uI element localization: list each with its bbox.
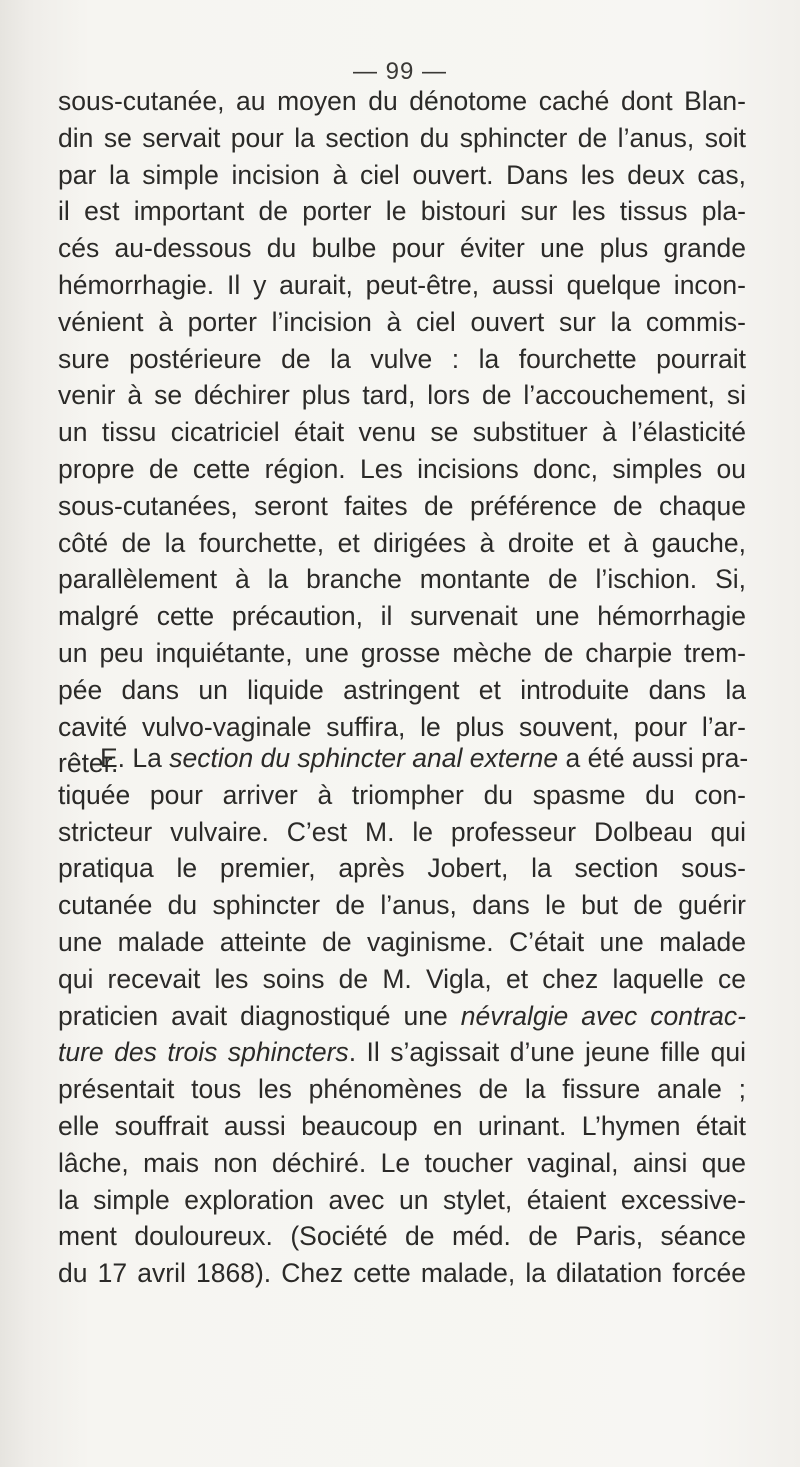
text-line: sure postérieure de la vulve : la fourchette pourrait: [58, 343, 746, 374]
text-line: il est important de porter le bistouri sur les tissus pla-: [58, 196, 746, 227]
italic-phrase: névralgie avec contrac-: [460, 1000, 746, 1031]
text-line: la simple exploration avec un stylet, étaient excessive-: [58, 1184, 746, 1215]
text-line: elle souffrait aussi beaucoup en urinant. L’hymen était: [58, 1110, 746, 1141]
text-line: parallèlement à la branche montante de l’ischion. Si,: [58, 564, 746, 595]
text-line: pratiqua le premier, après Jobert, la section sous-: [58, 853, 746, 884]
text-line: pée dans un liquide astringent et introduite dans la: [58, 674, 746, 705]
text-line: cutanée du sphincter de l’anus, dans le but de guérir: [58, 890, 746, 921]
text-line: un tissu cicatriciel était venu se substituer à l’élasticité: [58, 417, 746, 448]
text-line: du 17 avril 1868). Chez cette malade, la dilatation forcée: [58, 1258, 746, 1289]
text-line: [58, 740, 749, 777]
text-line: qui recevait les soins de M. Vigla, et chez laquelle ce: [58, 963, 746, 994]
text-line: un peu inquiétante, une grosse mèche de charpie trem-: [58, 637, 746, 668]
text-line: venir à se déchirer plus tard, lors de l’accouchement, si: [58, 380, 746, 411]
text-line: cés au-dessous du bulbe pour éviter une plus grande: [58, 233, 746, 264]
text-line: côté de la fourchette, et dirigées à droite et à gauche,: [58, 527, 746, 558]
italic-phrase: ture des trois sphincters: [58, 1037, 349, 1068]
text-line: [58, 1034, 746, 1071]
text-line: tiquée pour arriver à triompher du spasme du con-: [58, 779, 746, 810]
text-line: hémorrhagie. Il y aurait, peut-être, aussi quelque incon-: [58, 269, 746, 300]
text-run: E. La: [100, 743, 170, 773]
text-line: propre de cette région. Les incisions donc, simples ou: [58, 453, 746, 484]
text-line: [58, 998, 746, 1035]
text-line: présentait tous les phénomènes de la fissure anale ;: [58, 1074, 746, 1105]
text-line: stricteur vulvaire. C’est M. le professeur Dolbeau qui: [58, 816, 746, 847]
text-line: sous-cutanées, seront faites de préférence de chaque: [58, 490, 746, 521]
text-line: vénient à porter l’incision à ciel ouvert sur la commis-: [58, 306, 746, 337]
text-line: din se servait pour la section du sphincter de l’anus, soit: [58, 122, 746, 153]
text-run: a été aussi pra-: [558, 743, 749, 773]
paragraph-2: [58, 740, 749, 1292]
text-run: praticien avait diagnostiqué une: [58, 1000, 461, 1031]
page-number: — 99 —: [352, 58, 448, 85]
text-run: . Il s’agissait d’une jeune fille qui: [348, 1037, 746, 1068]
text-line: une malade atteinte de vaginisme. C’était une malade: [58, 926, 746, 957]
text-line: sous-cutanée, au moyen du dénotome caché dont Blan-: [58, 86, 746, 116]
paragraph-1: [58, 83, 749, 782]
text-line: malgré cette précaution, il survenait une hémorrhagie: [58, 601, 746, 632]
text-line: cavité vulvo-vaginale suffira, le plus souvent, pour l’ar-: [58, 711, 746, 742]
italic-phrase: section du sphincter anal externe: [169, 743, 559, 773]
text-line: par la simple incision à ciel ouvert. Dans les deux cas,: [58, 159, 746, 190]
text-line: lâche, mais non déchiré. Le toucher vaginal, ainsi que: [58, 1147, 746, 1178]
text-line: rêter.: [58, 748, 119, 779]
text-line: ment douloureux. (Société de méd. de Paris, séance: [58, 1221, 746, 1252]
